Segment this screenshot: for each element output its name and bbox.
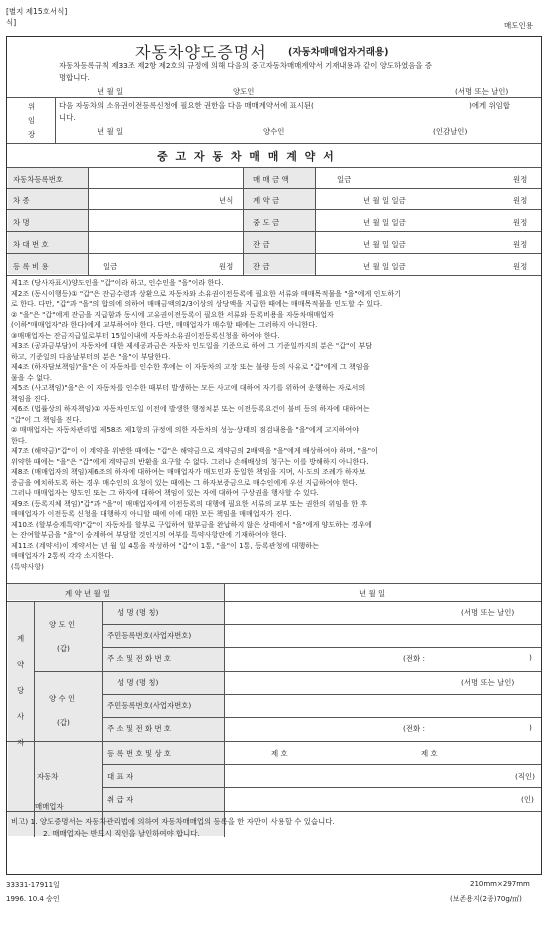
buyer-phone-end: ) xyxy=(529,723,532,732)
clause-line: 증금을 예치하도록 하는 경우 매수인의 요청이 있는 때에는 그 하자보증금으로 매수인에게 우선 지급하여야 한다. xyxy=(11,477,358,487)
sale-amount-suffix: 원정 xyxy=(513,175,528,184)
label-interim-payment: 중 도 금 xyxy=(253,218,280,227)
delegation-text-line1-end: )에게 위임합 xyxy=(469,101,510,110)
buyer-phone-label[interactable]: (전화 : xyxy=(403,724,426,733)
registration-cost-suffix: 원정 xyxy=(219,262,234,271)
clause-line: 한다. xyxy=(11,435,27,445)
balance-2-date-amount: 년 월 일 일금 xyxy=(363,262,406,271)
clause-line: 그러나 매매업자는 양도인 또는 그 하자에 대하여 책임이 있는 자에 대하여 구상권을 행사할 수 있다. xyxy=(11,488,319,497)
seller-address-label: 주 소 및 전 화 번 호 xyxy=(107,654,172,663)
dealer-label-2: 매매업자 xyxy=(35,802,64,811)
delegation-text-line1: 다음 자동차의 소유권이전등록신청에 필요한 권한을 다음 매매계약서에 표시된( xyxy=(59,101,314,110)
seller-signature-field[interactable]: (서명 또는 날인) xyxy=(455,87,509,96)
clause-line: 제5조 (사고책임)"을"은 이 자동차를 인수한 때부터 발생하는 모든 사고에 대하여 자기를 위하여 운행하는 자로서의 xyxy=(11,383,366,392)
dealer-trade-name[interactable]: 제 호 xyxy=(421,749,438,758)
buyer-id-label: 주민등록번호(사업자번호) xyxy=(107,701,192,710)
delegation-text-line2: 니다. xyxy=(59,113,76,122)
dealer-reg-label: 등 록 번 호 및 상 호 xyxy=(107,749,172,758)
clause-line: 제2조 (동시이행등)① "갑"은 잔금수령과 상환으로 자동차와 소유권이전등록에 필요한 서류와 매매목적물을 "을"에게 인도하기 xyxy=(11,288,402,298)
intro-seller-label: 양도인 xyxy=(233,87,255,96)
deposit-suffix: 원정 xyxy=(513,196,528,205)
buyer-sign-field[interactable]: (서명 또는 날인) xyxy=(461,678,515,687)
note-1: 비고) 1. 양도증명서는 자동차관리법에 의하여 자동차매매업의 등록을 한 자만이 사용할 수 있습니다. xyxy=(11,817,335,826)
note-2: 2. 매매업자는 반드시 직인을 날인하여야 합니다. xyxy=(43,829,200,838)
label-balance-1: 잔 금 xyxy=(253,240,270,249)
buyer-gap: (갑) xyxy=(57,718,70,727)
clause-line: 제11조 (계약서)이 계약서는 년 월 일 4통을 작성하여 "갑"이 1통, "을"이 1통, 등록관청에 대행하는 xyxy=(11,540,319,550)
clause-line: 제6조 (법률상의 하자책임)① 자동차인도일 이전에 발생한 행정처분 또는 이전등록요건이 불비 등의 하자에 대하여는 xyxy=(11,404,370,413)
clause-line: (이하"매매업자"라 한다)에게 교부하여야 한다. 다만, 매매업자가 매수할 때에는 그러하지 아니한다. xyxy=(11,320,318,329)
dealer-use-label: 매도인용 xyxy=(504,21,533,30)
clause-line: 제8조 (매매업자의 책임)제6조의 하자에 대하여는 매매업자가 매도인과 동일한 책임을 지며, 시·도의 조례가 하자보 xyxy=(11,467,366,476)
clause-line: ② 매매업자는 자동차관리법 제58조 제1항의 규정에 의한 자동차의 성능·상태의 점검내용을 "을"에게 고지하여야 xyxy=(11,425,360,434)
registration-cost-prefix: 일금 xyxy=(103,262,118,271)
clause-line: 제9조 (등록지체 책임)"갑"과 "을"이 매매업자에게 이전등록의 대행에 필요한 서류의 교부 또는 권한의 위임을 한 후 xyxy=(11,498,368,508)
party-side-2: 약 xyxy=(17,660,25,669)
delegation-label-2: 임 xyxy=(28,116,36,125)
buyer-address-label: 주 소 및 전 화 번 호 xyxy=(107,724,172,733)
seller-role: 양 도 인 xyxy=(49,620,76,629)
footer-approval: 1996. 10.4 승인 xyxy=(6,895,60,903)
delegation-transferee: 양수인 xyxy=(263,127,285,136)
dealer-official-seal[interactable]: (직인) xyxy=(515,772,536,781)
clause-line: ② "을"은 "갑"에게 잔금을 지급함과 동시에 고유권이전등록이 필요한 서류와 등록비용을 자동차매매업자 xyxy=(11,309,334,319)
seller-sign-field[interactable]: (서명 또는 날인) xyxy=(461,608,515,617)
label-vehicle-type: 차 종 xyxy=(13,196,30,205)
clause-line: 매매업자가 2통씩 각각 소지한다. xyxy=(11,551,114,560)
contract-title: 중 고 자 동 차 매 매 계 약 서 xyxy=(157,150,336,163)
dealer-label-1: 자동차 xyxy=(37,772,59,781)
clause-line: 제4조 (하자담보책임)"을"은 이 자동차를 인수한 후에는 이 자동차의 고장 또는 불량 등의 사유로 "갑"에게 그 책임을 xyxy=(11,362,370,371)
footer-paper: (보존용지(2종)70g/㎡) xyxy=(450,895,522,903)
sale-amount-prefix: 일금 xyxy=(337,175,352,184)
clause-line: 물을 수 없다. xyxy=(11,372,53,382)
interim-date-amount: 년 월 일 일금 xyxy=(363,218,406,227)
clause-line: 제1조 (당사자표시)양도인을 "갑"이라 하고, 인수인을 "을"이라 한다. xyxy=(11,278,224,287)
balance-1-date-amount: 년 월 일 일금 xyxy=(363,240,406,249)
intro-text-line2: 명합니다. xyxy=(59,73,90,82)
label-registration-cost: 등 록 비 용 xyxy=(13,262,49,271)
delegation-date: 년 월 일 xyxy=(97,127,124,136)
party-side-5: 자 xyxy=(17,738,25,747)
dealer-handler-seal[interactable]: (인) xyxy=(521,795,534,804)
intro-date: 년 월 일 xyxy=(97,87,124,96)
party-side-4: 사 xyxy=(17,712,25,721)
clause-line: 제3조 (공과금부담)이 자동차에 대한 제세공과금은 자동차 인도일을 기준으로 하여 그 기준일까지의 분은 "갑"이 부담 xyxy=(11,341,373,350)
footer-size: 210mm×297mm xyxy=(470,880,530,888)
clause-line: "갑"이 그 책임을 진다. xyxy=(11,414,82,424)
buyer-role: 양 수 인 xyxy=(49,694,76,703)
seller-gap: (갑) xyxy=(57,644,70,653)
buyer-name-label: 성 명 (명 칭) xyxy=(117,678,159,687)
contract-date-label: 계 약 년 월 일 xyxy=(65,589,111,598)
seller-name-label: 성 명 (명 칭) xyxy=(117,608,159,617)
label-balance-2: 잔 금 xyxy=(253,262,270,271)
clause-line: 책임을 진다. xyxy=(11,393,50,403)
document-title: 자동차양도증명서 xyxy=(135,43,267,62)
balance-1-suffix: 원정 xyxy=(513,240,528,249)
special-terms-label: (특약사항) xyxy=(11,561,44,571)
clause-line: 제10조 (할부승계특약)"갑"이 자동차를 할부로 구입하여 할부금을 완납하지 않은 상태에서 "을"에게 양도하는 경우에 xyxy=(11,519,372,529)
model-year-label: 년식 xyxy=(219,196,234,205)
clause-line: 하고, 기준일의 다음날부터의 분은 "을"이 부담한다. xyxy=(11,351,171,361)
intro-text-line1: 자동차등록규칙 제33조 제2항 제2호의 규정에 의해 다음의 중고자동차매매계약서 기재내용과 같이 양도하였음을 증 xyxy=(59,61,433,70)
clause-line: 매매업자가 이전등록 신청을 대행하지 아니할 때에 이에 대한 모든 책임을 매매업자가 진다. xyxy=(11,509,292,518)
footer-code: 33331-17911일 xyxy=(6,881,60,889)
seller-phone-end: ) xyxy=(529,653,532,662)
label-chassis-number: 차 대 번 호 xyxy=(13,240,49,249)
seller-id-label: 주민등록번호(사업자번호) xyxy=(107,631,192,640)
party-side-3: 당 xyxy=(17,686,25,695)
contract-date-value[interactable]: 년 월 일 xyxy=(359,589,386,598)
dealer-reg-number[interactable]: 제 호 xyxy=(271,749,288,758)
clause-line: 제7조 (해약금)"갑"이 이 계약을 위반한 때에는 "갑"은 해약금으로 계약금의 2배액을 "을"에게 배상하여야 하며, "을"이 xyxy=(11,446,378,455)
deposit-date-amount: 년 월 일 일금 xyxy=(363,196,406,205)
clause-line: 로 한다. 다만, "갑"과 "을"의 합의에 의하여 매매금액의2/3이상의 상당액을 지급한 때에는 매매목적물을 인도할 수 있다. xyxy=(11,299,383,308)
delegation-label-1: 위 xyxy=(28,102,36,111)
delegation-stamp[interactable]: (인감날인) xyxy=(433,127,468,136)
delegation-label-3: 장 xyxy=(28,130,36,139)
clause-line: 위약한 때에는 "을"은 "갑"에게 계약금의 반환을 요구할 수 없다. 그러나 손해배상의 청구는 이를 방해하지 아니한다. xyxy=(11,456,369,466)
label-reg-number: 자동차등록번호 xyxy=(13,175,63,184)
label-sale-amount: 매 매 금 액 xyxy=(253,175,289,184)
interim-suffix: 원정 xyxy=(513,218,528,227)
party-side-1: 계 xyxy=(17,634,25,643)
seller-phone-label[interactable]: (전화 : xyxy=(403,654,426,663)
label-deposit: 계 약 금 xyxy=(253,196,280,205)
document-subtitle: (자동차매매업자거래용) xyxy=(288,47,389,58)
balance-2-suffix: 원정 xyxy=(513,262,528,271)
transfer-certificate-form xyxy=(6,36,542,875)
clause-line: ③매매업자는 잔금지급일로부터 15일이내에 자동차소유권이전등록신청을 하여야 한다. xyxy=(11,330,280,340)
label-vehicle-name: 차 명 xyxy=(13,218,30,227)
form-number: [별지 제15호서식] xyxy=(6,7,68,16)
dealer-rep-label: 대 표 자 xyxy=(107,772,134,781)
form-number-suffix: 식] xyxy=(6,18,17,27)
clause-line: 는 잔여할부금을 "을"이 승계하여 부담할 것인지의 여부를 특약사항란에 기재하여야 한다. xyxy=(11,530,287,539)
dealer-handler-label: 취 급 자 xyxy=(107,795,134,804)
